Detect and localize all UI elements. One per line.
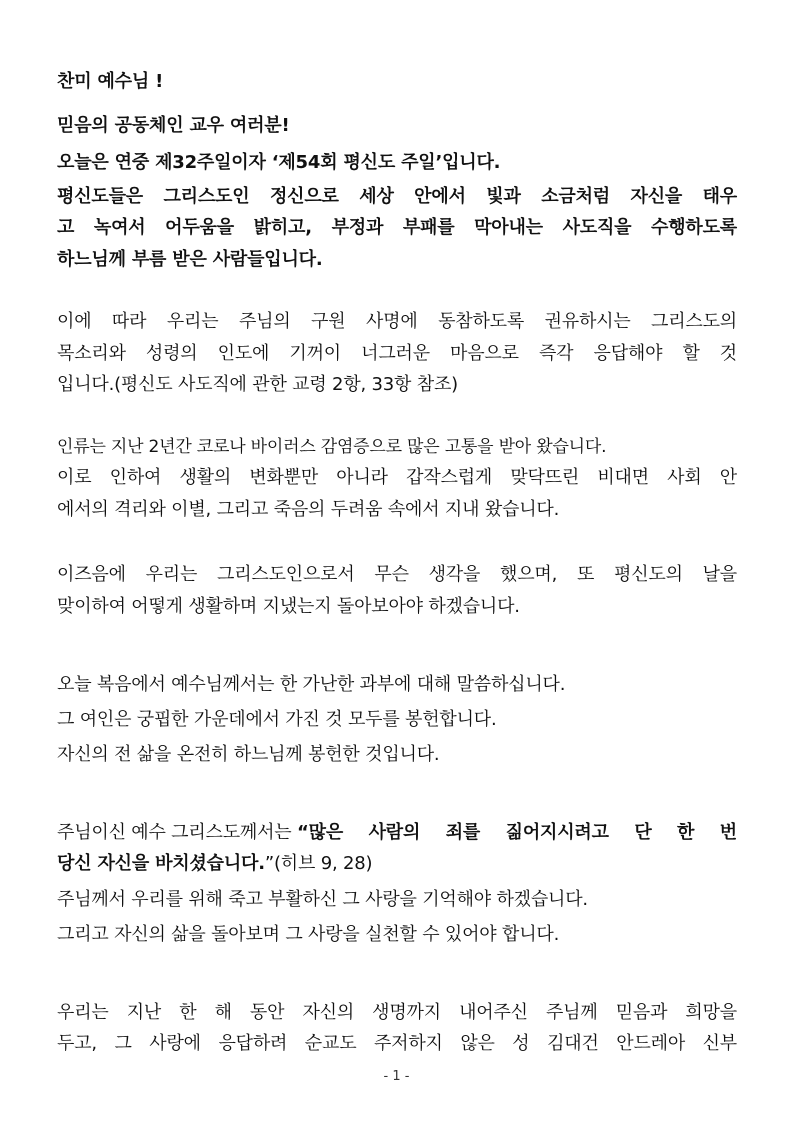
text-line: 그 여인은 궁핍한 가운데에서 가진 것 모두를 봉헌합니다. <box>57 709 497 730</box>
text-line: 자신의 전 삶을 온전히 하느님께 봉헌한 것입니다. <box>57 744 440 765</box>
quote-line <box>57 821 737 845</box>
text-line: 평신도들은 그리스도인 정신으로 세상 안에서 빛과 소금처럼 자신을 태우 <box>57 186 737 207</box>
text-line: 고 녹여서 어두움을 밝히고, 부정과 부패를 막아내는 사도직을 수행하도록 <box>57 217 737 238</box>
text-plain: 주님이신 예수 그리스도께서는 <box>57 822 298 843</box>
text-line: 에서의 격리와 이별, 그리고 죽음의 두려움 속에서 지내 왔습니다. <box>57 499 560 520</box>
text-line: 입니다.(평신도 사도직에 관한 교령 2항, 33항 참조) <box>57 374 458 395</box>
text-line: 인류는 지난 2년간 코로나 바이러스 감염증으로 많은 고통을 받아 왔습니다. <box>57 437 607 457</box>
text-line: 우리는 지난 한 해 동안 자신의 생명까지 내어주신 주님께 믿음과 희망을 <box>57 1002 737 1023</box>
page-number: - 1 - <box>383 1069 410 1084</box>
text-line: 그리고 자신의 삶을 돌아보며 그 사랑을 실천할 수 있어야 합니다. <box>57 924 560 945</box>
scripture-reference: ”(히브 9, 28) <box>264 853 373 874</box>
text-line: 이즈음에 우리는 그리스도인으로서 무슨 생각을 했으며, 또 평신도의 날을 <box>57 564 737 585</box>
text-line: 오늘 복음에서 예수님께서는 한 가난한 과부에 대해 말씀하십니다. <box>57 674 566 695</box>
text-line: 두고, 그 사랑에 응답하려 순교도 주저하지 않은 성 김대건 안드레아 신부 <box>57 1033 737 1054</box>
scripture-quote: 당신 자신을 바치셨습니다. <box>57 853 265 874</box>
address-line: 믿음의 공동체인 교우 여러분! <box>57 115 290 136</box>
text-line: 이로 인하여 생활의 변화뿐만 아니라 갑작스럽게 맞닥뜨린 비대면 사회 안 <box>57 467 737 488</box>
text-line: 맞이하여 어떻게 생활하며 지냈는지 돌아보아야 하겠습니다. <box>57 596 520 617</box>
intro-line: 오늘은 연중 제32주일이자 ‘제54회 평신도 주일’입니다. <box>57 152 501 173</box>
scripture-quote: “많은 사람의 죄를 짊어지시려고 단 한 번 <box>297 822 737 843</box>
text-line: 이에 따라 우리는 주님의 구원 사명에 동참하도록 권유하시는 그리스도의 <box>57 311 737 332</box>
text-line: 목소리와 성령의 인도에 기꺼이 너그러운 마음으로 즉각 응답해야 할 것 <box>57 343 737 364</box>
greeting-line: 찬미 예수님 ! <box>57 71 164 92</box>
text-line: 하느님께 부름 받은 사람들입니다. <box>57 249 323 270</box>
text-line: 주님께서 우리를 위해 죽고 부활하신 그 사랑을 기억해야 하겠습니다. <box>57 889 588 910</box>
quote-line <box>57 852 737 876</box>
